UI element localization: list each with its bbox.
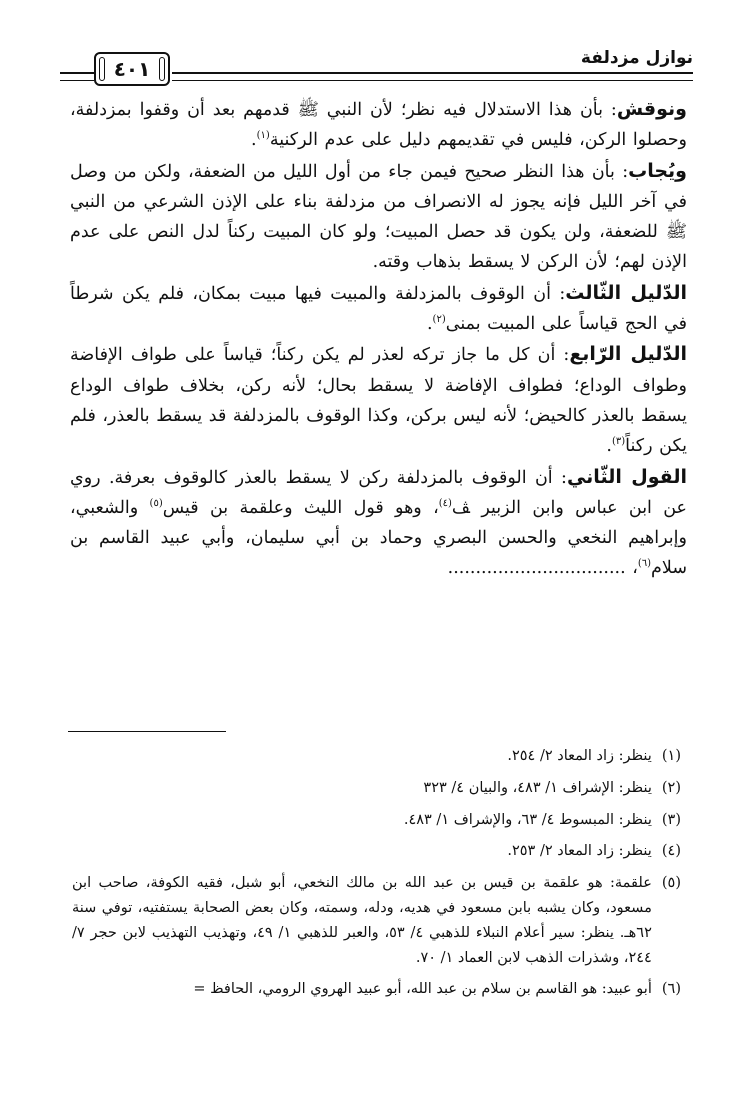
footnote-text: أبو عبيد: هو القاسم بن سلام بن عبد الله، أبو عبيد الهروي الرومي، الحافظ = [193, 981, 652, 998]
footnote-number: (٢) [661, 779, 681, 796]
paragraph-tail: . [251, 130, 257, 151]
footnote-ref: (٢) [432, 314, 446, 326]
paragraph-text: أن الوقوف بالمزدلفة والمبيت فيها مبيت بمكان، فلم يكن شرطاً في الحج قياساً على المبيت بمنى [70, 283, 687, 335]
footnote-text: علقمة: هو علقمة بن قيس بن عبد الله بن مالك النخعي، أبو شبل، فقيه الكوفة، صاحب ابن مسعود، وكان يشبه بابن مسعود في هديه، ودله، وسمته، وكان بعض الصحابة يستفتيه، توفي سنة ٦٢هـ. ينظر: سير أعلام النبلاء للذهبي ٤/ ٥٣، والعبر للذهبي ١/ ٤٩، وتهذيب التهذيب لابن حجر ٧/ ٢٤٤، وشذرات الذهب لابن العماد ١/ ٧٠. [72, 875, 652, 966]
paragraph-text: أن كل ما جاز تركه لعذر لم يكن ركناً؛ قياساً على طواف الإفاضة وطواف الوداع؛ فطواف الإفاضة لا يسقط بحال؛ لأنه ركن، بخلاف طواف الوداع يسقط بالعذر كالحيض؛ لأنه ليس بركن، وكذا الوقوف بالمزدلفة قد يسقط بالعذر، فلم يكن ركناً [70, 345, 687, 457]
footnote-number: (٦) [661, 981, 681, 998]
footnote-text: ينظر: زاد المعاد ٢/ ٢٥٣. [507, 843, 652, 860]
page-number-frame [94, 52, 170, 86]
paragraph-text: والشعبي، وإبراهيم النخعي والحسن البصري وحماد بن أبي سليمان، وأبي عبيد القاسم بن سلام [70, 497, 687, 579]
paragraph-third-evidence [70, 278, 687, 340]
footnote-item [72, 744, 681, 769]
footnote-separator [68, 731, 226, 732]
paragraph-text: ، وهو قول الليث وعلقمة بن قيس [162, 497, 439, 518]
paragraph-term: الدّليل الرّابع [569, 343, 687, 366]
footnote-ref: (٣) [611, 436, 626, 448]
footnote-item [72, 839, 681, 864]
continuation-dots: ، ................................ [447, 558, 638, 579]
footnote-ref: (١) [256, 130, 270, 142]
footnote-number: (٣) [661, 811, 681, 828]
footnote-item [72, 808, 681, 833]
paragraph-term: ويُجاب [628, 159, 687, 182]
page-header [60, 42, 693, 88]
footnote-number: (١) [661, 748, 681, 764]
footnote-ref: (٥) [149, 498, 163, 510]
term-separator: : [552, 467, 567, 488]
term-separator: : [551, 283, 566, 304]
footnote-ref: (٦) [637, 558, 652, 570]
paragraph-text: أن الوقوف بالمزدلفة ركن لا يسقط بالعذر كالوقوف بعرفة. روي عن ابن عباس وابن الزبير ﭫ [70, 467, 687, 518]
footnote-item [72, 871, 681, 970]
paragraph-reply [70, 156, 687, 278]
paragraph-second-opinion [70, 462, 687, 584]
footnote-ref: (٤) [438, 498, 452, 510]
footnote-text: ينظر: الإشراف ١/ ٤٨٣، والبيان ٤/ ٣٢٣ [423, 779, 652, 796]
page-number: ٤٠١ [113, 57, 151, 81]
paragraph-text: بأن هذا النظر صحيح فيمن جاء من أول الليل من الضعفة، ولكن من وصل في آخر الليل فإنه يجوز له الانصراف من مزدلفة بناء على الإذن الشرعي من النبي ﷺ للضعفة، ولن يكون قد حصل المبيت؛ ولو كان المبيت ركناً لدل النص على عدم الإذن لهم؛ لأن الركن لا يسقط بذهاب وقته. [70, 161, 687, 273]
footnote-number: (٥) [661, 875, 681, 892]
footnote-text: ينظر: المبسوط ٤/ ٦٣، والإشراف ١/ ٤٨٣. [403, 811, 652, 828]
footnotes [72, 744, 681, 1009]
footnote-item [72, 776, 681, 801]
header-rule [172, 72, 693, 81]
paragraph-term: الدّليل الثّالث [565, 281, 687, 304]
paragraph-term: القول الثّاني [566, 465, 687, 488]
header-rule-short [60, 72, 94, 81]
term-separator: : [603, 100, 617, 120]
paragraph-term: ونوقش [616, 98, 687, 120]
paragraph-text: بأن هذا الاستدلال فيه نظر؛ لأن النبي ﷺ قدمهم بعد أن وقفوا بمزدلفة، وحصلوا الركن، فليس في تقديمهم دليل على عدم الركنية [70, 100, 687, 151]
term-separator: : [614, 161, 629, 182]
paragraph-fourth-evidence [70, 339, 687, 461]
term-separator: : [555, 345, 570, 366]
footnote-item [72, 977, 681, 1002]
footnote-number: (٤) [661, 843, 681, 860]
paragraph-tail: . [606, 436, 612, 457]
footnote-text: ينظر: زاد المعاد ٢/ ٢٥٤. [507, 748, 652, 764]
main-text [70, 94, 687, 584]
paragraph-objection [70, 94, 687, 156]
running-title: نوازل مزدلفة [580, 48, 693, 68]
paragraph-tail: . [426, 314, 433, 335]
